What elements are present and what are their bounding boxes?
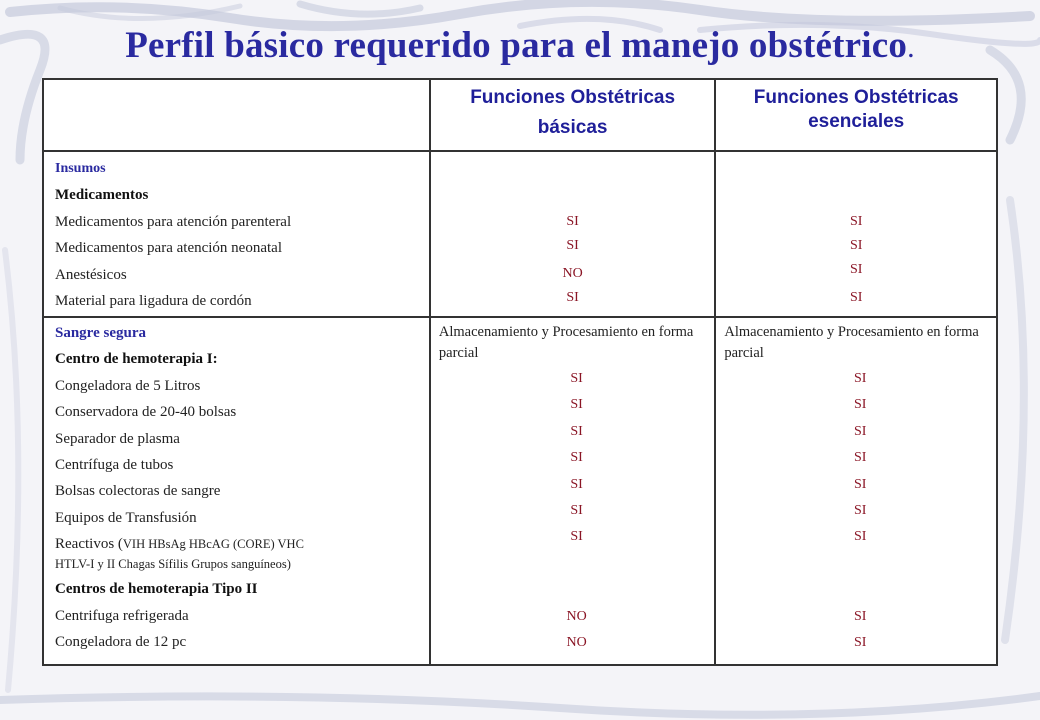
list-item: Medicamentos para atención parenteral — [55, 213, 292, 230]
header-essential-functions — [715, 79, 997, 151]
list-item: Congeladora de 5 Litros — [55, 377, 201, 394]
value-cell: SI — [570, 450, 583, 466]
value-cell: SI — [849, 290, 863, 305]
value-cell: SI — [853, 450, 867, 466]
value-cell: SI — [570, 423, 583, 439]
value-cell: SI — [570, 397, 583, 413]
header-row — [43, 79, 997, 151]
header-empty-cell — [43, 79, 430, 151]
reactivos-item — [55, 534, 429, 574]
value-cell: SI — [849, 238, 863, 253]
value-cell: NO — [566, 635, 587, 651]
hemotherapy-center-2-heading: Centros de hemoterapia Tipo II — [55, 581, 258, 598]
header-basic-functions — [430, 79, 715, 151]
value-cell: SI — [853, 423, 867, 439]
list-item: Conservadora de 20-40 bolsas — [55, 404, 237, 421]
list-item: Medicamentos para atención neonatal — [55, 240, 282, 257]
requirements-table — [42, 78, 998, 666]
value-cell: NO — [566, 608, 587, 624]
title-period: . — [907, 31, 915, 64]
list-item: Anestésicos — [55, 266, 127, 283]
partial-processing-note: Almacenamiento y Procesamiento en forma parcial — [438, 324, 694, 361]
value-cell: SI — [566, 290, 579, 305]
header-essential-line2: esenciales — [808, 111, 905, 132]
list-item: Congeladora de 12 pc — [55, 634, 187, 651]
header-basic-line2: básicas — [537, 117, 608, 138]
blood-row — [43, 317, 997, 665]
supplies-heading: Insumos — [55, 161, 106, 176]
value-cell: SI — [853, 397, 867, 413]
blood-labels-cell — [43, 317, 430, 665]
value-cell: SI — [849, 214, 863, 229]
reactivos-label: Reactivos ( — [55, 536, 123, 553]
value-cell: SI — [570, 476, 583, 492]
list-item: Material para ligadura de cordón — [55, 293, 252, 310]
supplies-row — [43, 151, 997, 317]
list-item: Bolsas colectoras de sangre — [55, 483, 221, 500]
value-cell: SI — [570, 529, 583, 545]
safe-blood-heading: Sangre segura — [55, 325, 146, 341]
reactivos-line2: HTLV-I y II Chagas Sífilis Grupos sanguíneos) — [55, 557, 291, 572]
supplies-basic-cell — [430, 151, 715, 317]
supplies-labels-cell — [43, 151, 430, 317]
value-cell: SI — [853, 608, 867, 624]
blood-basic-cell — [430, 317, 715, 665]
partial-processing-note: Almacenamiento y Procesamiento en forma parcial — [724, 324, 979, 361]
header-essential-line1: Funciones Obstétricas — [753, 87, 959, 108]
value-cell: SI — [566, 214, 579, 229]
list-item: Separador de plasma — [55, 430, 180, 447]
blood-essential-cell — [715, 317, 997, 665]
list-item: Centrifuga refrigerada — [55, 607, 189, 624]
value-cell: SI — [853, 503, 867, 519]
medications-heading: Medicamentos — [55, 187, 149, 204]
page-title — [0, 24, 1040, 67]
reactivos-line1: VIH HBsAg HBcAG (CORE) VHC — [122, 537, 304, 552]
value-cell: SI — [849, 262, 863, 277]
value-cell: SI — [853, 371, 867, 386]
value-cell: NO — [562, 266, 583, 281]
value-cell: SI — [570, 503, 583, 519]
hemotherapy-center-1-heading: Centro de hemoterapia I: — [55, 351, 218, 368]
list-item: Centrífuga de tubos — [55, 457, 174, 474]
header-basic-line1: Funciones Obstétricas — [470, 87, 676, 108]
value-cell: SI — [566, 238, 579, 253]
value-cell: SI — [853, 529, 867, 545]
list-item: Equipos de Transfusión — [55, 509, 197, 526]
value-cell: SI — [853, 635, 867, 651]
supplies-essential-cell — [715, 151, 997, 317]
value-cell: SI — [570, 371, 583, 386]
value-cell: SI — [853, 476, 867, 492]
title-text: Perfil básico requerido para el manejo obstétrico — [125, 25, 908, 66]
